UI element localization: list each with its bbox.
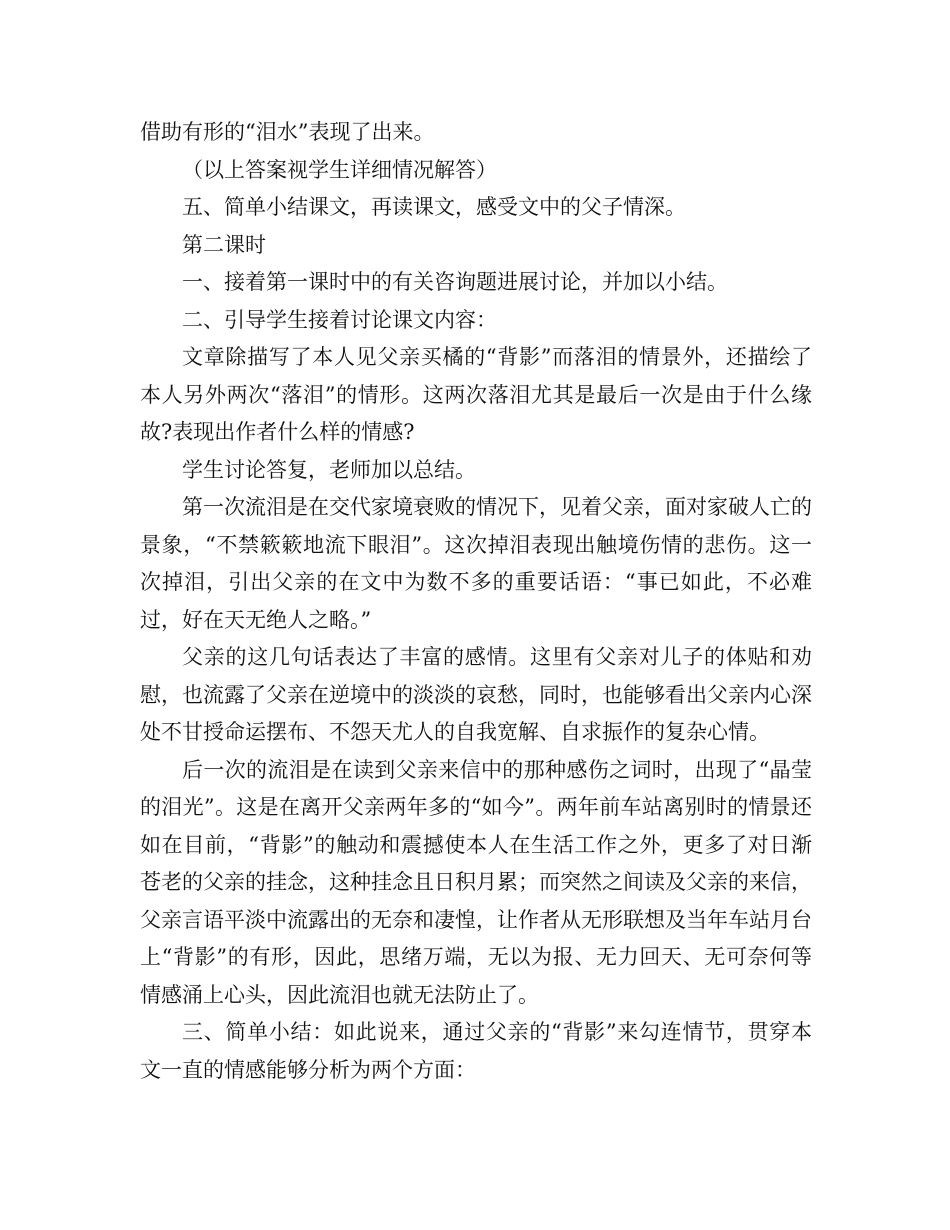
- paragraph-11: 后一次的流泪是在读到父亲来信中的那种感伤之词时，出现了“晶莹的泪光”。这是在离开父亲两年多的“如今”。两年前车站离别时的情景还如在目前，“背影”的触动和震撼使本人在生活工作之外，更多了对日渐苍老的父亲的挂念，这种挂念且日积月累；而突然之间读及父亲的来信，父亲言语平淡中流露出的无奈和凄惶，让作者从无形联想及当年车站月台上“背影”的有形，因此，思绪万端，无以为报、无力回天、无可奈何等情感涌上心头，因此流泪也就无法防止了。: [140, 757, 812, 1007]
- paragraph-9: 第一次流泪是在交代家境衰败的情况下，见着父亲，面对家破人亡的景象，“不禁簌簌地流下眼泪”。这次掉泪表现出触境伤情的悲伤。这一次掉泪，引出父亲的在文中为数不多的重要话语：“事已如此，不必难过，好在天无绝人之略。”: [140, 495, 812, 632]
- paragraph-7: 文章除描写了本人见父亲买橘的“背影”而落泪的情景外，还描绘了本人另外两次“落泪”的情形。这两次落泪尤其是最后一次是由于什么缘故?表现出作者什么样的情感?: [140, 345, 812, 444]
- paragraph-8: 学生讨论答复，老师加以总结。: [182, 457, 476, 482]
- paragraph-10: 父亲的这几句话表达了丰富的感情。这里有父亲对儿子的体贴和劝慰，也流露了父亲在逆境中的淡淡的哀愁，同时，也能够看出父亲内心深处不甘授命运摆布、不怨天尤人的自我宽解、自求振作的复杂心情。: [140, 645, 812, 744]
- paragraph-5: 一、接着第一课时中的有关咨询题进展讨论，并加以小结。: [182, 270, 728, 294]
- paragraph-12: 三、简单小结：如此说来，通过父亲的“背影”来勾连情节，贯穿本文一直的情感能够分析为两个方面：: [140, 1020, 812, 1082]
- paragraph-6: 二、引导学生接着讨论课文内容：: [182, 307, 497, 332]
- section-heading: 第二课时: [182, 232, 266, 257]
- paragraph-2: （以上答案视学生详细情况解答）: [182, 157, 497, 182]
- paragraph-3: 五、简单小结课文，再读课文，感受文中的父子情深。: [182, 195, 686, 219]
- paragraph-1: 借助有形的“泪水”表现了出来。: [140, 120, 435, 144]
